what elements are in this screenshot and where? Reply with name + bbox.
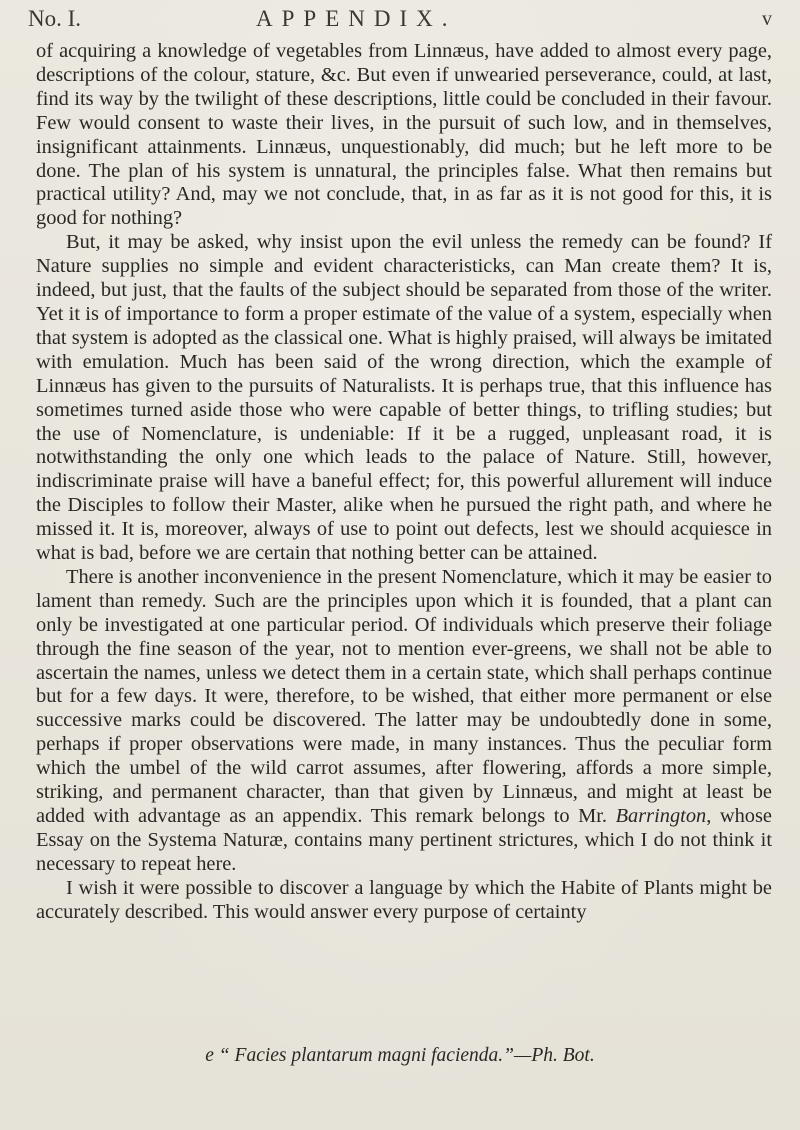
paragraph [36,566,772,877]
header-title: APPENDIX. [256,6,457,31]
section-number: No. I. [28,6,82,31]
page-number: v [762,8,772,30]
author-name: Barrington [615,805,707,827]
body-text [36,40,772,925]
paragraph-text-cont: , whose Essay on the Systema Naturæ, contains many pertinent strictures, which I do not think it necessary to repeat here. [36,805,772,875]
paragraph: I wish it were possible to discover a language by which the Habite of Plants might be accurately described. This would answer every purpose of certainty [36,876,772,923]
paragraph: of acquiring a knowledge of vegetables from Linnæus, have added to almost every page, descriptions of the colour, stature, &c. But even if unwearied perseverance, could, at last, find its way by the twilight of these descriptions, little could be concluded in their favour. Few would consent to waste their lives, in the pursuit of such low, and in themselves, insignificant attainments. Linnæus, unquestionably, did much; but he left more to be done. The plan of his system is unnatural, the principles false. What then remains but practical utility? And, may we not conclude, that, in as far as it is not good for this, it is good for nothing? [36,40,772,230]
paragraph: But, it may be asked, why insist upon the evil unless the remedy can be found? If Nature supplies no simple and evident characteristicks, can Man create them? It is, indeed, but just, that the faults of the subject should be separated from those of the writer. Yet it is of importance to form a proper estimate of the value of a system, especially when that system is adopted as the classical one. What is highly praised, will always be imitated with emulation. Much has been said of the wrong direction, which the example of Linnæus has given to the pursuits of Naturalists. It is perhaps true, that this influence has sometimes turned aside those who were capable of better things, to trifling studies; but the use of Nomenclature, is undeniable: If it be a rugged, unpleasant road, it is notwithstanding the only one which leads to the palace of Nature. Still, however, indiscriminate praise will have a baneful effect; for, this powerful allurement will induce the Disciples to follow their Master, alike when he pursued the right path, and where he missed it. It is, moreover, always of use to point out defects, lest we should acquiesce in what is bad, before we are certain that nothing better can be attained. [36,231,772,565]
running-header [28,6,776,36]
footnote: e “ Facies plantarum magni facienda.”—Ph. Bot. [205,1045,595,1066]
paragraph-text: There is another inconvenience in the present Nomenclature, which it may be easier to lament than remedy. Such are the principles upon which it is founded, that a plant can only be investigated at one particular period. Of individuals which preserve their foliage through the fine season of the year, not to mention ever-greens, we shall not be able to ascertain the names, unless we detect them in a certain state, which shall perhaps continue but for a few days. It were, therefore, to be wished, that either more permanent or else successive marks could be discovered. The latter may be undoubtedly done in some, perhaps if proper observations were made, in many instances. Thus the peculiar form which the umbel of the wild carrot assumes, after flowering, affords a more simple, striking, and permanent character, than that given by Linnæus, and might at least be added with advantage as an appendix. This remark belongs to Mr. [36,565,772,827]
